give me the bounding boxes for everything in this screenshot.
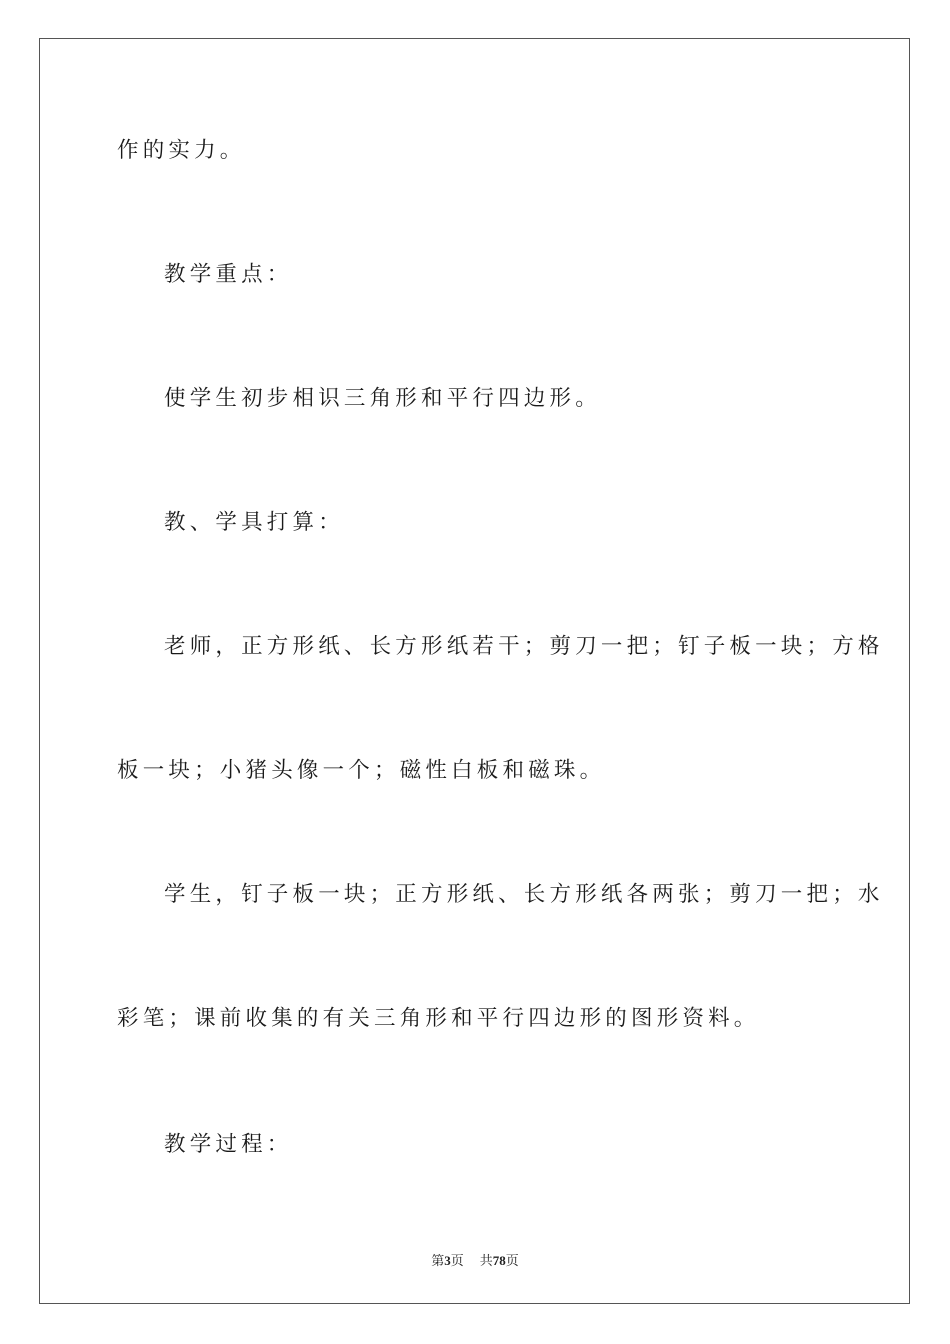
section-heading-key-points: 教学重点：: [164, 262, 293, 287]
text-line-8: 彩笔；课前收集的有关三角形和平行四边形的图形资料。: [117, 1006, 760, 1031]
text-line-1: 作的实力。: [117, 138, 246, 163]
total-prefix: 共: [479, 1253, 493, 1268]
page-footer: [0, 1250, 950, 1269]
text-line-3: 使学生初步相识三角形和平行四边形。: [164, 386, 601, 411]
page-suffix: 页: [450, 1253, 464, 1268]
page-border: [39, 38, 910, 1304]
page-number: 3: [444, 1253, 451, 1268]
section-heading-teaching-process: 教学过程：: [164, 1132, 293, 1157]
text-line-6: 板一块；小猪头像一个；磁性白板和磁珠。: [117, 758, 606, 783]
total-suffix: 页: [505, 1253, 519, 1268]
text-line-7: 学生，钉子板一块；正方形纸、长方形纸各两张；剪刀一把；水: [164, 882, 884, 907]
total-pages: 78: [492, 1253, 506, 1268]
section-heading-teaching-aids: 教、学具打算：: [164, 510, 344, 535]
text-line-5: 老师，正方形纸、长方形纸若干；剪刀一把；钉子板一块；方格: [164, 634, 884, 659]
page-prefix: 第: [431, 1253, 445, 1268]
